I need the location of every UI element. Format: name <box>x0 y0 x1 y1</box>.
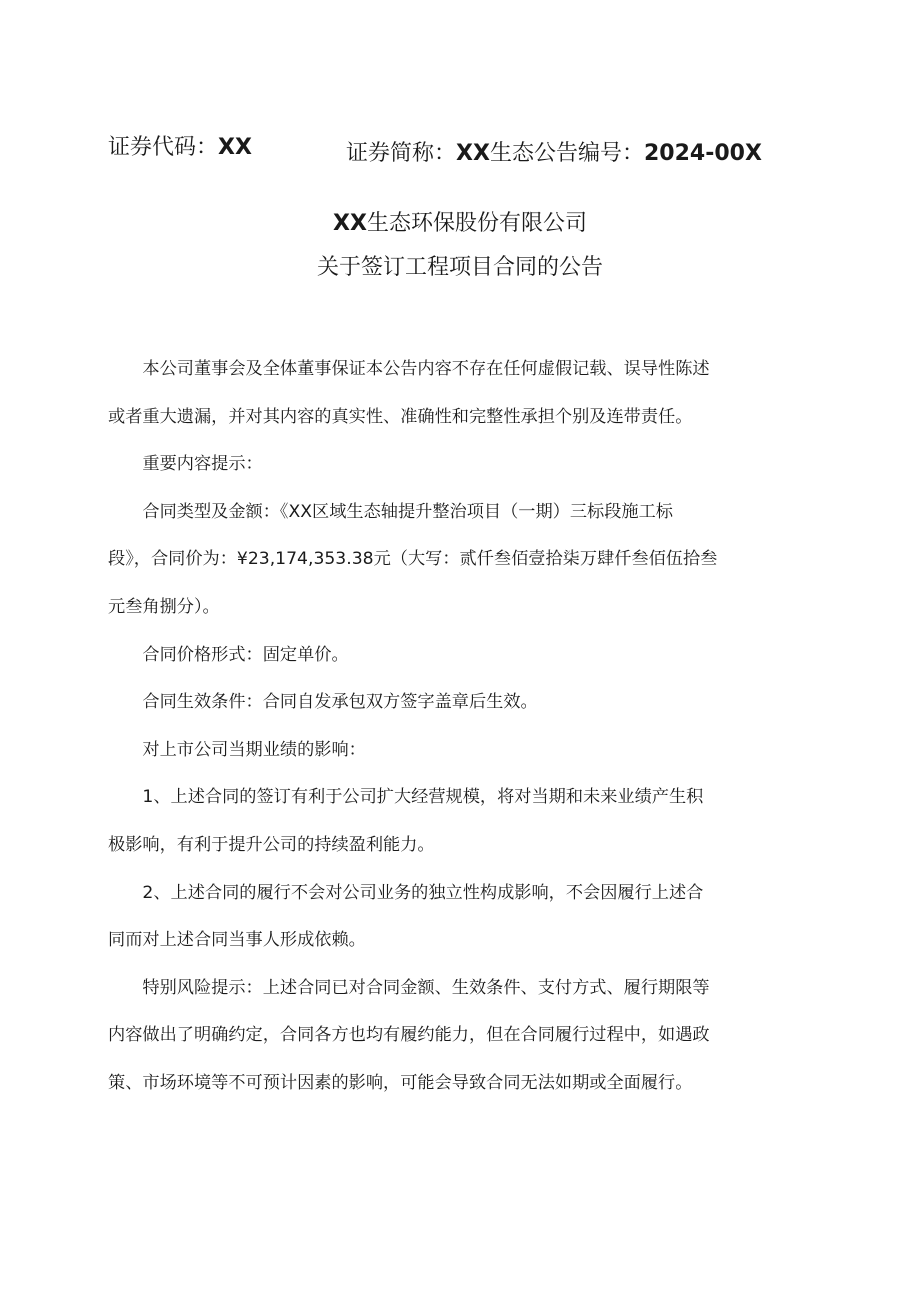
company-name-suffix: 生态环保股份有限公司 <box>366 211 587 236</box>
company-name <box>0 202 920 246</box>
announcement-number: 2024-00X <box>643 141 762 166</box>
body-line: 段》，合同价为：¥23,174,353.38元（大写：贰仟叁佰壹拾柒万肆仟叁佰伍拾叁 <box>108 549 718 570</box>
body-line: 极影响，有利于提升公司的持续盈利能力。 <box>108 834 435 855</box>
body-line: 重要内容提示： <box>142 454 263 475</box>
body-line: 内容做出了明确约定，合同各方也均有履约能力，但在合同履行过程中，如遇政 <box>108 1025 710 1046</box>
announcement-body <box>108 346 808 1108</box>
body-line: 1、上述合同的签订有利于公司扩大经营规模，将对当期和未来业绩产生积 <box>142 787 704 808</box>
announcement-subject: 关于签订工程项目合同的公告 <box>316 255 603 280</box>
body-line: 策、市场环境等不可预计因素的影响，可能会导致合同无法如期或全面履行。 <box>108 1072 693 1093</box>
stock-abbr-value: XX <box>456 141 490 166</box>
stock-code-label: 证券代码： <box>108 135 219 160</box>
body-line: 本公司董事会及全体董事保证本公告内容不存在任何虚假记载、误导性陈述 <box>142 359 710 379</box>
body-line: 2、上述合同的履行不会对公司业务的独立性构成影响，不会因履行上述合 <box>142 882 704 903</box>
body-line: 对上市公司当期业绩的影响： <box>142 739 366 760</box>
body-line: 或者重大遗漏，并对其内容的真实性、准确性和完整性承担个别及连带责任。 <box>108 406 693 427</box>
stock-abbr-label: 证券简称： <box>346 141 457 166</box>
body-line: 合同类型及金额：《XX区域生态轴提升整治项目（一期）三标段施工标 <box>142 501 673 522</box>
body-line: 同而对上述合同当事人形成依赖。 <box>108 930 366 951</box>
company-name-prefix: XX <box>333 211 367 236</box>
body-line: 元叁角捌分）。 <box>108 596 220 617</box>
body-line: 合同价格形式：固定单价。 <box>142 644 349 665</box>
body-line: 合同生效条件：合同自发承包双方签字盖章后生效。 <box>142 692 538 713</box>
stock-abbr-suffix: 生态公告编号： <box>489 141 644 166</box>
body-line: 特别风险提示：上述合同已对合同金额、生效条件、支付方式、履行期限等 <box>142 977 710 998</box>
announcement-title <box>0 202 920 290</box>
announcement-header <box>0 130 920 170</box>
stock-abbr-and-number <box>346 136 762 167</box>
stock-code <box>108 130 252 161</box>
stock-code-value: XX <box>218 135 252 160</box>
